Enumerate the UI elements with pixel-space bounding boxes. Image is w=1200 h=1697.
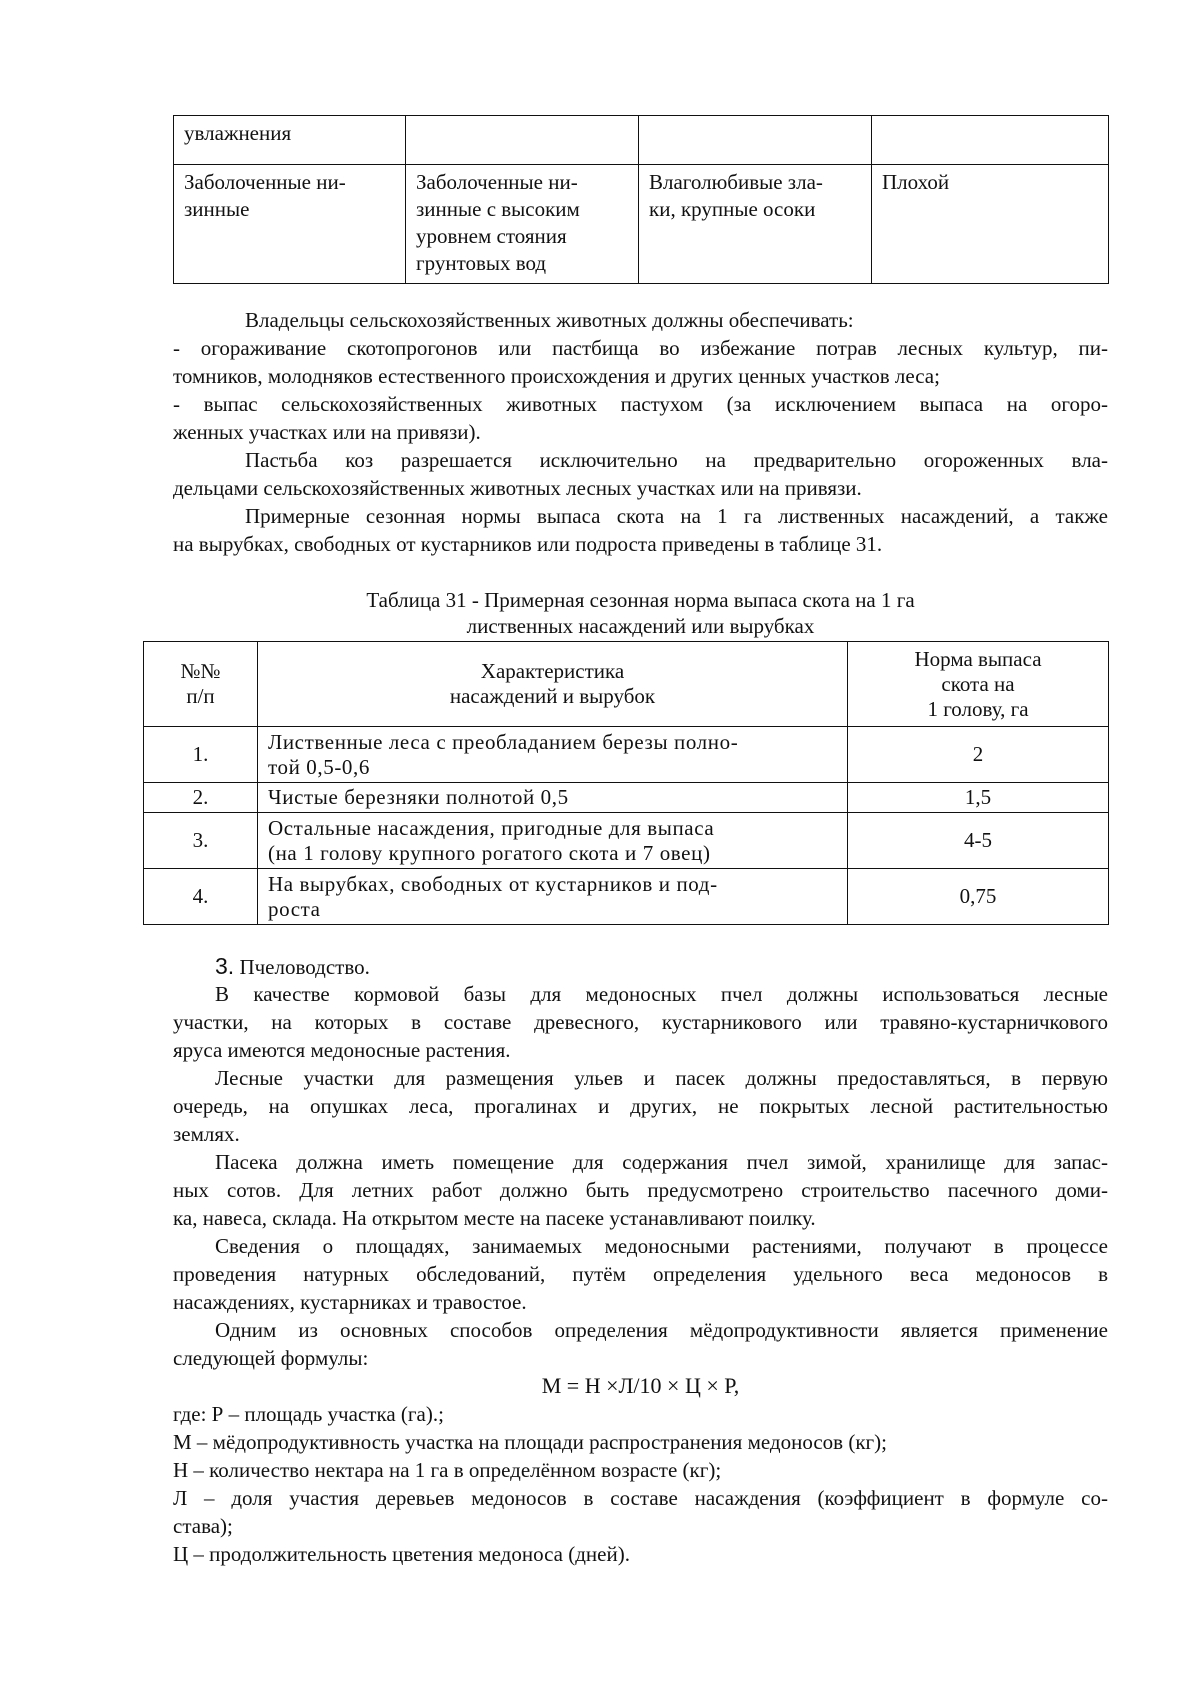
bullet-herding-line2: женных участках или на привязи). (173, 420, 481, 444)
where-l-line2: става); (173, 1514, 233, 1538)
row-description: На вырубках, свободных от кустарников и под- роста (258, 869, 848, 925)
table-cell (406, 116, 639, 165)
section-heading (215, 952, 370, 981)
section-number: 3. (215, 953, 235, 979)
table-cell: Заболоченные ни- зинные (174, 165, 406, 284)
table-cell: увлажнения (174, 116, 406, 165)
bees-p3-line3: ка, навеса, склада. На открытом месте на пасеке устанавливают поилку. (173, 1206, 816, 1230)
goats-line2: дельцами сельскохозяйственных животных лесных участках или на привязи. (173, 476, 862, 500)
honey-formula: М = Н ×Л/10 × Ц × Р, (541, 1373, 740, 1398)
table-row (144, 783, 1109, 813)
bullet-fencing-line2: томников, молодняков естественного происхождения и других ценных участков леса; (173, 364, 940, 388)
table-header-row (144, 642, 1109, 727)
bees-p2-line3: землях. (173, 1122, 240, 1146)
bees-p4-line1: Сведения о площадях, занимаемых медоносными растениями, получают в процессе (215, 1234, 1108, 1258)
row-norm: 0,75 (848, 869, 1109, 925)
bees-p4-line3: насаждениях, кустарниках и травостое. (173, 1290, 527, 1314)
where-c: Ц – продолжительность цветения медоноса (дней). (173, 1542, 630, 1566)
row-norm: 4-5 (848, 813, 1109, 869)
header-cell-characteristic: Характеристика насаждений и вырубок (258, 642, 848, 727)
norms-line1: Примерные сезонная нормы выпаса скота на 1 га лиственных насаждений, а также (245, 504, 1108, 528)
table-cell: Влаголюбивые зла- ки, крупные осоки (639, 165, 872, 284)
row-number: 2. (144, 783, 258, 813)
table-cell (639, 116, 872, 165)
bees-p2-line1: Лесные участки для размещения ульев и пасек должны предоставляться, в первую (215, 1066, 1108, 1090)
header-cell-norm: Норма выпаса скота на 1 голову, га (848, 642, 1109, 727)
where-l-line1: Л – доля участия деревьев медоносов в составе насаждения (коэффициент в формуле со- (173, 1486, 1108, 1510)
bees-p3-line1: Пасека должна иметь помещение для содержания пчел зимой, хранилище для запас- (215, 1150, 1108, 1174)
where-p: где: Р – площадь участка (га).; (173, 1402, 444, 1426)
where-n: Н – количество нектара на 1 га в определённом возрасте (кг); (173, 1458, 722, 1482)
bees-p1-line3: яруса имеются медоносные растения. (173, 1038, 511, 1062)
table-row (144, 813, 1109, 869)
section-title: Пчеловодство. (239, 955, 370, 979)
table-cell (872, 116, 1109, 165)
goats-line1: Пастьба коз разрешается исключительно на предварительно огороженных вла- (245, 448, 1108, 472)
bees-p2-line2: очередь, на опушках леса, прогалинах и других, не покрытых лесной растительностью (173, 1094, 1108, 1118)
bees-p5-line1: Одним из основных способов определения мёдопродуктивности является применение (215, 1318, 1108, 1342)
table-row (174, 165, 1109, 284)
table-caption-line1: Таблица 31 - Примерная сезонная норма выпаса скота на 1 га (366, 588, 915, 612)
row-norm: 1,5 (848, 783, 1109, 813)
row-description: Лиственные леса с преобладанием березы полно- той 0,5-0,6 (258, 727, 848, 783)
row-number: 1. (144, 727, 258, 783)
where-m: М – мёдопродуктивность участка на площади распространения медоносов (кг); (173, 1430, 887, 1454)
norms-line2: на вырубках, свободных от кустарников или подроста приведены в таблице 31. (173, 532, 883, 556)
bees-p1-line1: В качестве кормовой базы для медоносных пчел должны использоваться лесные (215, 982, 1108, 1006)
bees-p1-line2: участки, на которых в составе древесного, кустарникового или травяно-кустарничкового (173, 1010, 1108, 1034)
row-description: Остальные насаждения, пригодные для выпаса (на 1 голову крупного рогатого скота и 7 овец) (258, 813, 848, 869)
table-cell: Заболоченные ни- зинные с высоким уровнем стояния грунтовых вод (406, 165, 639, 284)
row-number: 3. (144, 813, 258, 869)
table-row (144, 727, 1109, 783)
row-description: Чистые березняки полнотой 0,5 (258, 783, 848, 813)
bullet-herding-line1: - выпас сельскохозяйственных животных пастухом (за исключением выпаса на огоро- (173, 392, 1108, 416)
table-cell: Плохой (872, 165, 1109, 284)
bees-p5-line2: следующей формулы: (173, 1346, 369, 1370)
bullet-fencing-line1: - огораживание скотопрогонов или пастбища во избежание потрав лесных культур, пи- (173, 336, 1108, 360)
table-caption-line2: лиственных насаждений или вырубках (466, 614, 815, 638)
header-cell-number: №№ п/п (144, 642, 258, 727)
row-norm: 2 (848, 727, 1109, 783)
table-row (174, 116, 1109, 165)
owners-intro: Владельцы сельскохозяйственных животных должны обеспечивать: (245, 308, 854, 332)
table-row (144, 869, 1109, 925)
soil-types-table (173, 115, 1109, 284)
row-number: 4. (144, 869, 258, 925)
bees-p4-line2: проведения натурных обследований, путём определения удельного веса медоносов в (173, 1262, 1108, 1286)
grazing-norms-table (143, 641, 1109, 925)
bees-p3-line2: ных сотов. Для летних работ должно быть предусмотрено строительство пасечного доми- (173, 1178, 1108, 1202)
